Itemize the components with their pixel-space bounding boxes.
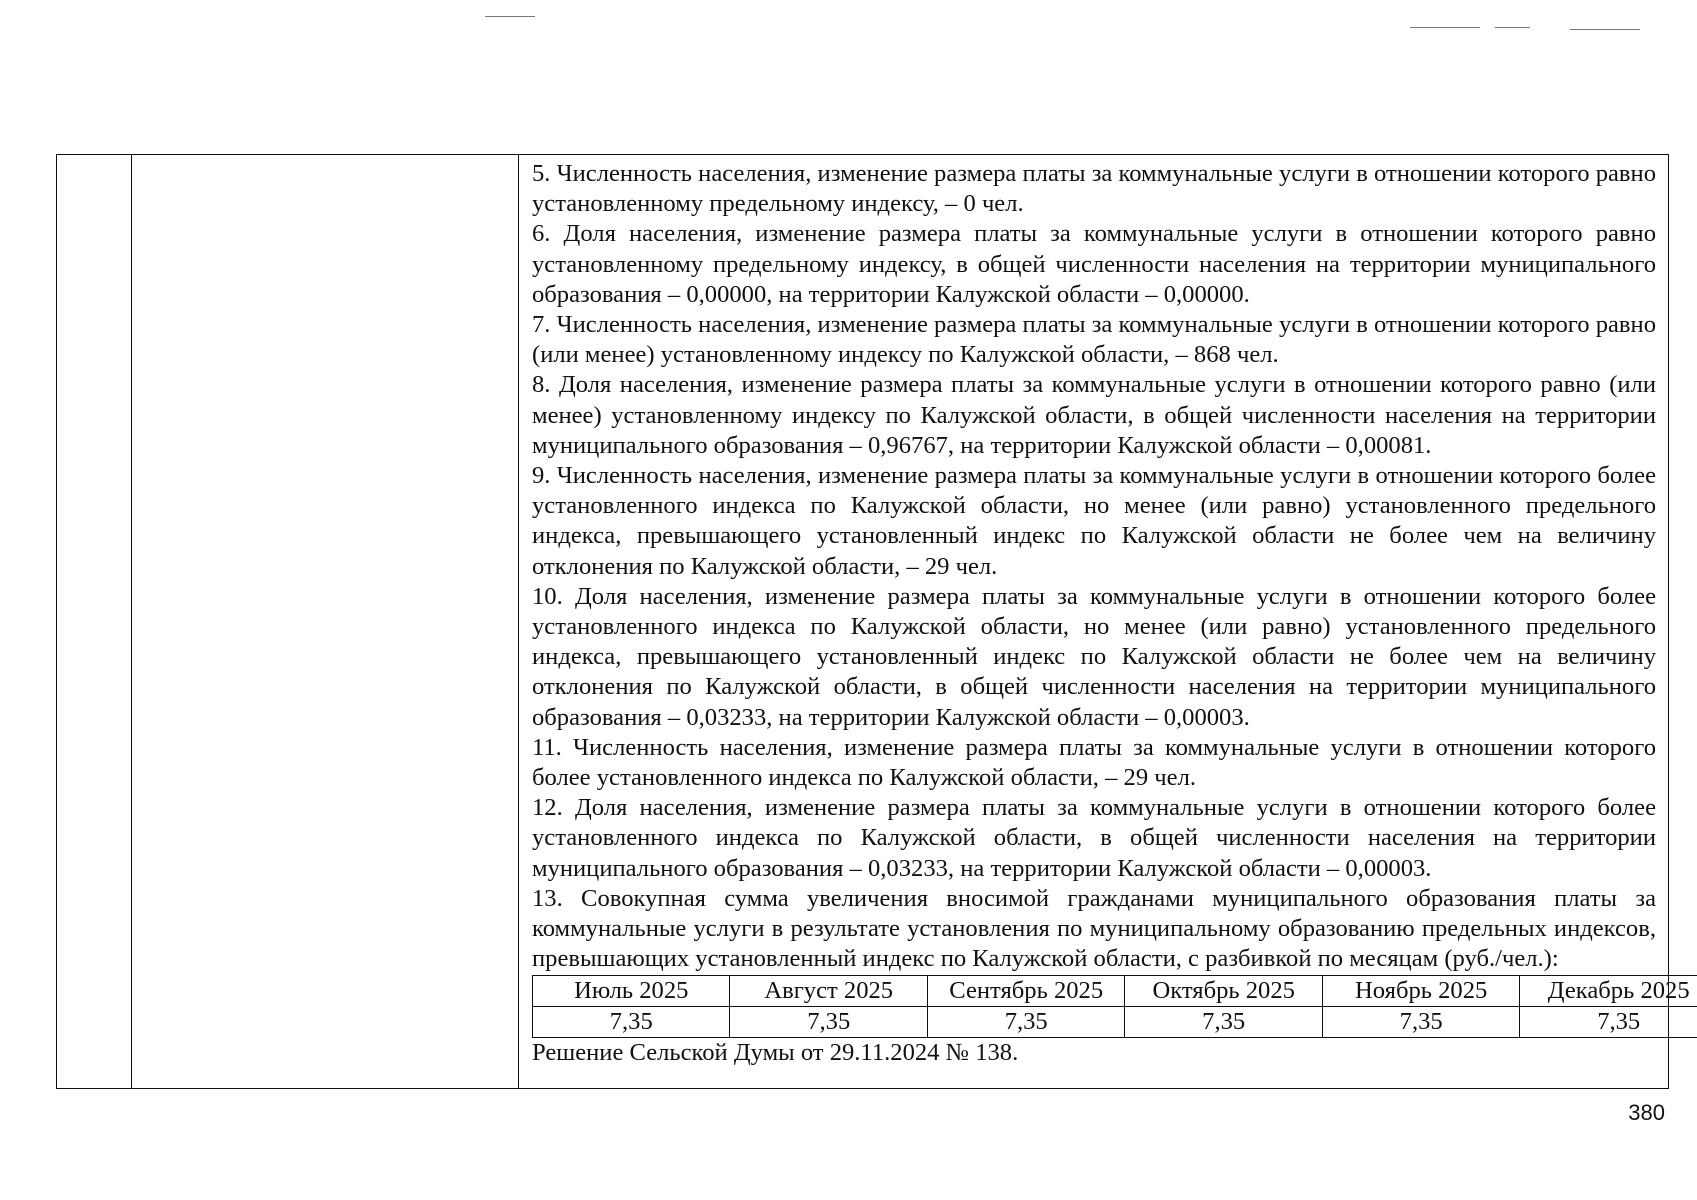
scan-mark: [1570, 29, 1640, 30]
paragraph-8: 8. Доля населения, изменение размера платы за коммунальные услуги в отношении которого равно (или менее) установленному индексу по Калужской области, в общей численности населения на территории муниципального образования – 0,96767, на территории Калужской области – 0,00081.: [532, 371, 1656, 459]
month-value: 7,35: [1322, 1007, 1519, 1038]
scan-mark: [1410, 27, 1480, 28]
paragraph-13: 13. Совокупная сумма увеличения вносимой гражданами муниципального образования платы за коммунальные услуги в результате установления по муниципальному образованию предельных индексов, превышающих установленный индекс по Калужской области, с разбивкой по месяцам (руб./чел.):: [532, 884, 1656, 973]
month-header: Июль 2025: [533, 976, 730, 1007]
monthly-table-header-row: [533, 976, 1697, 1007]
document-table: [56, 154, 1690, 1089]
month-header: Октябрь 2025: [1125, 976, 1322, 1007]
column-divider: [518, 155, 519, 1088]
paragraph-9: 9. Численность населения, изменение размера платы за коммунальные услуги в отношении которого более установленного индекса по Калужской области, но менее (или равно) установленного предельного индекса, превышающего установленный индекс по Калужской области не более чем на величину отклонения по Калужской области, – 29 чел.: [532, 462, 1656, 580]
paragraph-11: 11. Численность населения, изменение размера платы за коммунальные услуги в отношении которого более установленного индекса по Калужской области, – 29 чел.: [532, 733, 1656, 792]
month-value: 7,35: [1125, 1007, 1322, 1038]
paragraph-10: 10. Доля населения, изменение размера платы за коммунальные услуги в отношении которого более установленного индекса по Калужской области, но менее (или равно) установленного предельного индекса, превышающего установленный индекс по Калужской области не более чем на величину отклонения по Калужской области, в общей численности населения на территории муниципального образования – 0,03233, на территории Калужской области – 0,00003.: [532, 582, 1656, 731]
month-header: Август 2025: [730, 976, 927, 1007]
scan-mark: [1495, 27, 1530, 28]
monthly-table-value-row: [533, 1007, 1697, 1038]
paragraph-12: 12. Доля населения, изменение размера платы за коммунальные услуги в отношении которого более установленного индекса по Калужской области, в общей численности населения на территории муниципального образования – 0,03233, на территории Калужской области – 0,00003.: [532, 794, 1656, 882]
month-value: 7,35: [927, 1007, 1124, 1038]
paragraph-6: 6. Доля населения, изменение размера платы за коммунальные услуги в отношении которого равно установленному предельному индексу, в общей численности населения на территории муниципального образования – 0,00000, на территории Калужской области – 0,00000.: [532, 220, 1656, 308]
month-value: 7,35: [1520, 1007, 1697, 1038]
decision-reference: Решение Сельской Думы от 29.11.2024 № 138.: [532, 1039, 1019, 1067]
paragraph-5: 5. Численность населения, изменение размера платы за коммунальные услуги в отношении которого равно установленному предельному индексу, – 0 чел.: [532, 160, 1656, 218]
month-value: 7,35: [730, 1007, 927, 1038]
scan-mark: [485, 16, 535, 17]
month-header: Ноябрь 2025: [1322, 976, 1519, 1007]
paragraph-7: 7. Численность населения, изменение размера платы за коммунальные услуги в отношении которого равно (или менее) установленному индексу по Калужской области, – 868 чел.: [532, 311, 1656, 369]
month-header: Сентябрь 2025: [927, 976, 1124, 1007]
month-header: Декабрь 2025: [1520, 976, 1697, 1007]
table-content-cell: [532, 159, 1690, 1069]
month-value: 7,35: [533, 1007, 730, 1038]
column-divider: [131, 155, 132, 1088]
page-number: 380: [1628, 1100, 1665, 1125]
monthly-table: [532, 975, 1697, 1038]
